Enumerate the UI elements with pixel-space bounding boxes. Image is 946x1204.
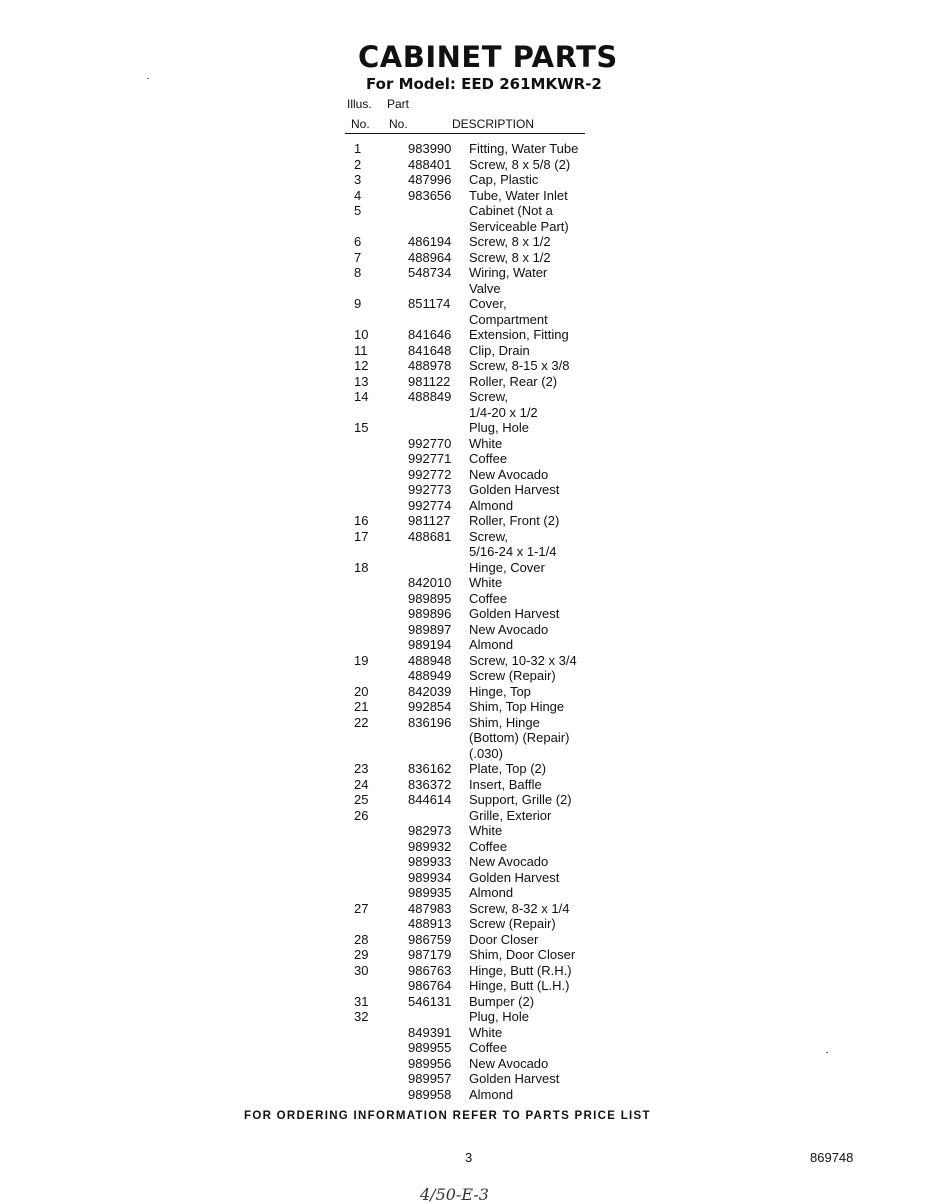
part-number: 989955 (408, 1040, 452, 1055)
part-number: 486194 (408, 234, 452, 249)
illus-number: 32 (354, 1009, 369, 1024)
part-description: Almond (469, 1086, 514, 1102)
illus-number: 9 (354, 296, 362, 311)
part-number: 851174 (408, 296, 451, 311)
illus-number: 12 (354, 358, 369, 373)
part-description: Shim, Door Closer (469, 947, 576, 962)
part-description: Hinge, Butt (R.H.) (469, 962, 572, 978)
part-number: 841648 (408, 342, 452, 358)
part-number: 982973 (408, 823, 452, 838)
ordering-note: FOR ORDERING INFORMATION REFER TO PARTS PRICE LIST (244, 1110, 651, 1122)
part-description: Serviceable Part) (469, 218, 569, 234)
part-number: 989895 (408, 590, 452, 606)
part-number: 488401 (408, 156, 452, 172)
part-description: Insert, Baffle (469, 776, 542, 792)
part-description: Screw, 8 x 1/2 (469, 249, 551, 265)
part-description: White (469, 435, 503, 451)
part-description: New Avocado (469, 621, 549, 637)
part-number: 989896 (408, 606, 452, 621)
illus-number: 24 (354, 776, 369, 792)
part-number: 842039 (408, 683, 452, 699)
illus-number: 27 (354, 900, 369, 916)
illus-number: 23 (354, 761, 369, 776)
header-illus-top: Illus. (347, 97, 372, 111)
part-description: Almond (469, 637, 514, 652)
illus-number: 17 (354, 528, 369, 544)
part-number: 488978 (408, 358, 452, 373)
illus-number: 22 (354, 714, 369, 730)
part-number: 986759 (408, 931, 452, 947)
handwritten-mark: 4/50-E-3 (420, 1185, 489, 1204)
part-description: Screw, 8-15 x 3/8 (469, 358, 570, 373)
illus-number: 15 (354, 420, 369, 435)
part-description: Compartment (469, 311, 548, 327)
part-description: Golden Harvest (469, 606, 560, 621)
part-number: 992772 (408, 466, 452, 482)
illus-number: 16 (354, 513, 369, 528)
illus-number: 14 (354, 389, 369, 404)
part-description: New Avocado (469, 1055, 549, 1071)
part-description: 5/16-24 x 1-1/4 (469, 544, 557, 559)
part-number: 488913 (408, 916, 452, 931)
illus-number: 18 (354, 559, 369, 575)
part-number: 989933 (408, 854, 452, 869)
part-number: 987179 (408, 947, 452, 962)
part-description: Wiring, Water (469, 265, 548, 280)
part-description: Screw, 8 x 5/8 (2) (469, 156, 571, 172)
part-description: Coffee (469, 838, 508, 854)
illus-number: 28 (354, 931, 369, 947)
document-number: 869748 (810, 1150, 854, 1165)
part-description: Cabinet (Not a (469, 203, 553, 218)
part-number: 548734 (408, 265, 452, 280)
part-number: 487996 (408, 172, 452, 187)
part-number: 487983 (408, 900, 452, 916)
part-number: 989932 (408, 838, 452, 854)
illus-number: 1 (354, 141, 362, 156)
part-number: 992771 (408, 451, 452, 466)
part-description: Plug, Hole (469, 420, 529, 435)
part-description: Roller, Rear (2) (469, 373, 558, 389)
part-number: 849391 (408, 1024, 452, 1040)
part-description: Screw, (469, 528, 509, 544)
part-number: 836162 (408, 761, 452, 776)
part-number: 989958 (408, 1086, 452, 1102)
part-number: 841646 (408, 327, 452, 342)
part-number: 989934 (408, 869, 452, 885)
illus-number: 6 (354, 234, 362, 249)
part-description: Coffee (469, 1040, 508, 1055)
part-number: 836372 (408, 776, 452, 792)
part-description: White (469, 1024, 503, 1040)
part-description: Golden Harvest (469, 482, 560, 497)
illus-number: 5 (354, 203, 362, 218)
illus-number: 21 (354, 699, 369, 714)
part-description: Door Closer (469, 931, 539, 947)
scan-speck (147, 78, 149, 79)
part-description: Clip, Drain (469, 342, 530, 358)
part-description: Screw, 8-32 x 1/4 (469, 900, 570, 916)
part-description: Cap, Plastic (469, 172, 539, 187)
header-part-top: Part (387, 97, 410, 111)
illus-number: 11 (354, 342, 368, 358)
illus-number: 20 (354, 683, 369, 699)
part-number: 546131 (408, 993, 452, 1009)
part-number: 989935 (408, 885, 452, 900)
part-description: Tube, Water Inlet (469, 187, 568, 203)
illus-number: 30 (354, 962, 369, 978)
illus-number: 4 (354, 187, 362, 203)
part-number: 844614 (408, 792, 452, 807)
page-number: 3 (465, 1150, 473, 1165)
part-description: (Bottom) (Repair) (469, 730, 570, 745)
part-number: 986763 (408, 962, 452, 978)
part-number: 989194 (408, 637, 452, 652)
part-description: (.030) (469, 745, 503, 761)
part-description: Screw, 8 x 1/2 (469, 234, 551, 249)
part-number: 989956 (408, 1055, 452, 1071)
part-number: 992773 (408, 482, 452, 497)
illus-number: 7 (354, 249, 362, 265)
part-number: 983656 (408, 187, 452, 203)
part-number: 488948 (408, 652, 452, 668)
part-number: 989957 (408, 1071, 452, 1086)
part-description: New Avocado (469, 854, 549, 869)
part-description: Support, Grille (2) (469, 792, 572, 807)
part-description: Coffee (469, 590, 508, 606)
part-description: Plug, Hole (469, 1009, 529, 1024)
part-description: Screw (Repair) (469, 916, 556, 931)
part-description: Fitting, Water Tube (469, 141, 579, 156)
part-description: Hinge, Butt (L.H.) (469, 978, 570, 993)
part-number: 488949 (408, 668, 452, 683)
part-number: 488681 (408, 528, 452, 544)
illus-number: 10 (354, 327, 369, 342)
scan-speck (826, 1052, 828, 1053)
part-number: 992854 (408, 699, 452, 714)
illus-number: 31 (354, 993, 369, 1009)
illus-number: 8 (354, 265, 362, 280)
illus-number: 26 (354, 807, 369, 823)
part-description: Golden Harvest (469, 1071, 560, 1086)
part-description: Cover, (469, 296, 507, 311)
part-description: Plate, Top (2) (469, 761, 547, 776)
part-description: Shim, Top Hinge (469, 699, 565, 714)
model-subtitle: For Model: EED 261MKWR-2 (366, 75, 602, 93)
illus-number: 29 (354, 947, 369, 962)
part-number: 836196 (408, 714, 452, 730)
part-number: 981127 (408, 513, 451, 528)
part-description: Roller, Front (2) (469, 513, 560, 528)
part-description: Screw, 10-32 x 3/4 (469, 652, 577, 668)
part-description: Almond (469, 885, 514, 900)
part-number: 842010 (408, 575, 452, 590)
part-description: 1/4-20 x 1/2 (469, 404, 538, 420)
part-number: 992774 (408, 497, 452, 513)
illus-number: 2 (354, 156, 362, 172)
part-description: Screw, (469, 389, 509, 404)
part-description: Bumper (2) (469, 993, 535, 1009)
header-illus-no: No. (351, 117, 370, 131)
part-description: Grille, Exterior (469, 807, 552, 823)
part-description: New Avocado (469, 466, 549, 482)
illus-number: 3 (354, 172, 362, 187)
part-description: Almond (469, 497, 514, 513)
part-description: Coffee (469, 451, 508, 466)
part-description: Extension, Fitting (469, 327, 569, 342)
part-description: Screw (Repair) (469, 668, 556, 683)
part-number: 986764 (408, 978, 452, 993)
page-title: CABINET PARTS (358, 40, 618, 74)
illus-number: 13 (354, 373, 369, 389)
part-description: Golden Harvest (469, 869, 560, 885)
part-description: Hinge, Top (469, 683, 531, 699)
illus-number: 19 (354, 652, 369, 668)
part-number: 488849 (408, 389, 452, 404)
illus-number: 25 (354, 792, 369, 807)
part-description: White (469, 823, 503, 838)
part-description: Shim, Hinge (469, 714, 540, 730)
part-number: 989897 (408, 621, 452, 637)
part-number: 992770 (408, 435, 452, 451)
part-description: White (469, 575, 503, 590)
part-description: Valve (469, 280, 501, 296)
header-part-no: No. (389, 117, 408, 131)
part-description: Hinge, Cover (469, 559, 545, 575)
header-rule (345, 133, 585, 134)
part-number: 488964 (408, 249, 452, 265)
part-number: 981122 (408, 373, 451, 389)
header-description: DESCRIPTION (452, 117, 535, 131)
part-number: 983990 (408, 141, 452, 156)
